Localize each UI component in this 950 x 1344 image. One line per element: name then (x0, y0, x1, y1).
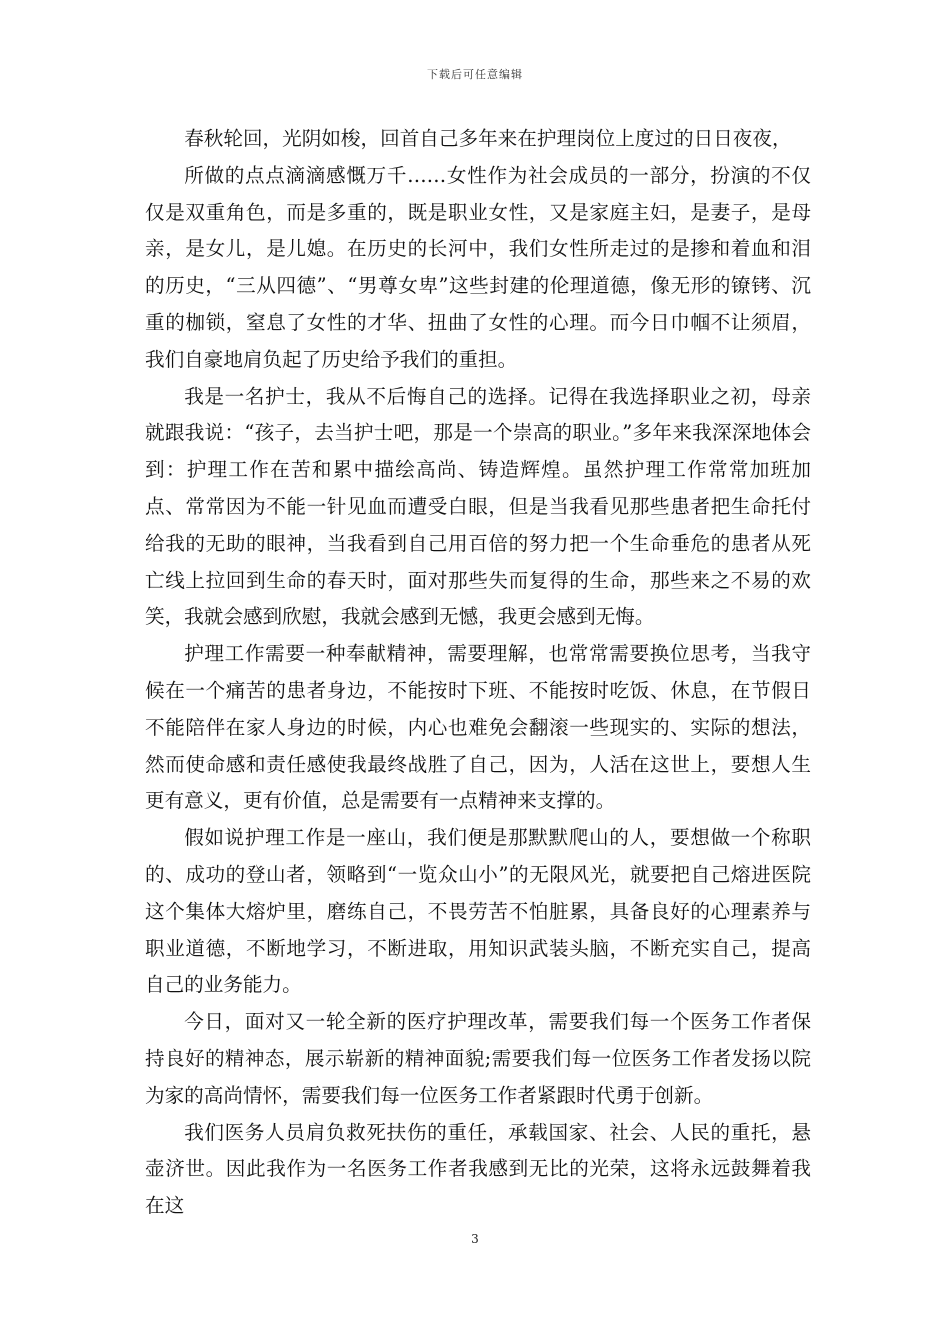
page-header: 下载后可任意编辑 (427, 68, 523, 81)
document-body (145, 121, 811, 1225)
paragraph-3: 我是一名护士，我从不后悔自己的选择。记得在我选择职业之初，母亲就跟我说：“孩子，去当护士吧，那是一个崇高的职业。”多年来我深深地体会到：护理工作在苦和累中描绘高尚、铸造辉煌。虽然护理工作常常加班加点、常常因为不能一针见血而遭受白眼，但是当我看见那些患者把生命托付给我的无助的眼神，当我看到自己用百倍的努力把一个生命垂危的患者从死亡线上拉回到生命的春天时，面对那些失而复得的生命，那些来之不易的欢笑，我就会感到欣慰，我就会感到无憾，我更会感到无悔。 (145, 384, 811, 629)
paragraph-1: 春秋轮回，光阴如梭，回首自己多年来在护理岗位上度过的日日夜夜， (184, 127, 792, 150)
page-number: 3 (471, 1232, 479, 1246)
paragraph-5: 假如说护理工作是一座山，我们便是那默默爬山的人，要想做一个称职的、成功的登山者，领略到“一览众山小”的无限风光，就要把自己熔进医院这个集体大熔炉里，磨练自己，不畏劳苦不怕脏累，具备良好的心理素养与职业道德，不断地学习，不断进取，用知识武装头脑，不断充实自己，提高自己的业务能力。 (145, 826, 811, 997)
paragraph-4: 护理工作需要一种奉献精神，需要理解，也常常需要换位思考，当我守候在一个痛苦的患者身边，不能按时下班、不能按时吃饭、休息，在节假日不能陪伴在家人身边的时候，内心也难免会翻滚一些现实的、实际的想法，然而使命感和责任感使我最终战胜了自己，因为，人活在这世上，要想人生更有意义，更有价值，总是需要有一点精神来支撑的。 (145, 642, 811, 813)
paragraph-6: 今日，面对又一轮全新的医疗护理改革，需要我们每一个医务工作者保持良好的精神态，展示崭新的精神面貌;需要我们每一位医务工作者发扬以院为家的高尚情怀，需要我们每一位医务工作者紧跟时代勇于创新。 (145, 1010, 811, 1107)
paragraph-7: 我们医务人员肩负救死扶伤的重任，承载国家、社会、人民的重托，悬壶济世。因此我作为一名医务工作者我感到无比的光荣，这将永远鼓舞着我在这 (145, 1120, 811, 1218)
paragraph-2: 所做的点点滴滴感慨万千……女性作为社会成员的一部分，扮演的不仅仅是双重角色，而是多重的，既是职业女性，又是家庭主妇，是妻子，是母亲，是女儿，是儿媳。在历史的长河中，我们女性所走过的是掺和着血和泪的历史，“三从四德”、“男尊女卑”这些封建的伦理道德，像无形的镣铐、沉重的枷锁，窒息了女性的才华、扭曲了女性的心理。而今日巾帼不让须眉，我们自豪地肩负起了历史给予我们的重担。 (145, 163, 811, 371)
